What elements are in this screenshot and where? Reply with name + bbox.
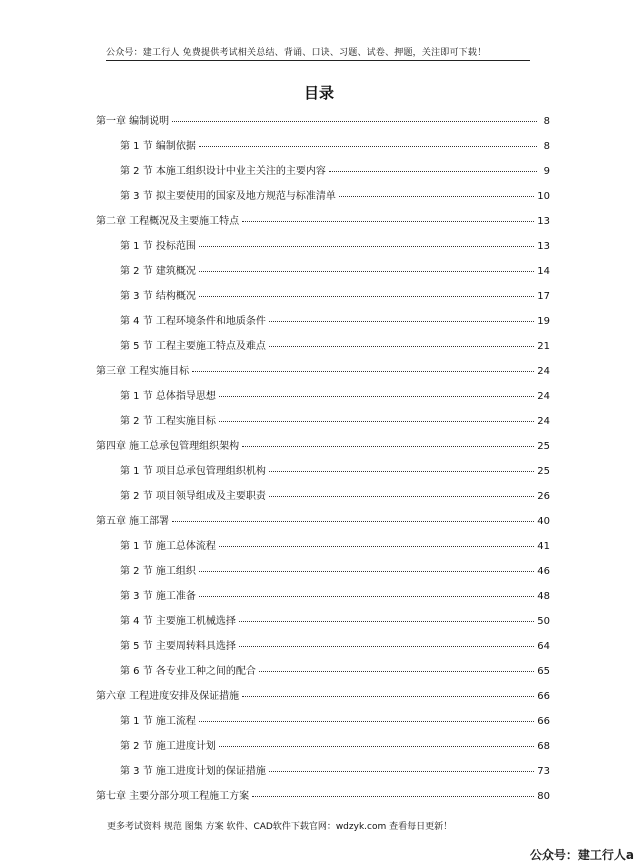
toc-entry-label: 第 2 节 施工组织 — [120, 566, 196, 577]
toc-entry-page-number: 8 — [543, 116, 550, 127]
dot-leader — [339, 195, 534, 197]
toc-entry-section[interactable] — [120, 262, 550, 282]
toc-entry-label: 第 1 节 总体指导思想 — [120, 391, 216, 402]
toc-entry-section[interactable] — [120, 612, 550, 632]
dot-leader — [199, 595, 534, 597]
toc-entry-label: 第 2 节 工程实施目标 — [120, 416, 216, 427]
toc-entry-chapter[interactable] — [96, 687, 550, 707]
toc-entry-page-number: 14 — [537, 266, 550, 277]
dot-leader — [199, 145, 537, 147]
toc-entry-label: 第 6 节 各专业工种之间的配合 — [120, 666, 256, 677]
toc-entry-section[interactable] — [120, 412, 550, 432]
page-title: 目录 — [303, 84, 334, 102]
toc-entry-page-number: 13 — [537, 216, 550, 227]
watermark-text: 公众号：建工行人a — [529, 848, 634, 862]
toc-entry-page-number: 41 — [537, 541, 550, 552]
toc-entry-page-number: 17 — [537, 291, 550, 302]
toc-entry-chapter[interactable] — [96, 787, 550, 807]
dot-leader — [239, 620, 534, 622]
toc-entry-page-number: 24 — [537, 391, 550, 402]
toc-entry-label: 第 5 节 主要周转料具选择 — [120, 641, 236, 652]
toc-entry-label: 第 3 节 施工准备 — [120, 591, 196, 602]
toc-entry-section[interactable] — [120, 562, 550, 582]
toc-entry-label: 第七章 主要分部分项工程施工方案 — [96, 791, 250, 802]
dot-leader — [242, 695, 534, 697]
toc-entry-section[interactable] — [120, 662, 550, 682]
toc-entry-label: 第五章 施工部署 — [96, 516, 170, 527]
dot-leader — [329, 170, 537, 172]
toc-entry-section[interactable] — [120, 737, 550, 757]
toc-entry-section[interactable] — [120, 537, 550, 557]
dot-leader — [242, 220, 534, 222]
toc-entry-chapter[interactable] — [96, 512, 550, 532]
toc-entry-section[interactable] — [120, 487, 550, 507]
dot-leader — [219, 545, 534, 547]
toc-entry-section[interactable] — [120, 587, 550, 607]
toc-entry-page-number: 26 — [537, 491, 550, 502]
toc-entry-chapter[interactable] — [96, 437, 550, 457]
dot-leader — [172, 120, 537, 122]
dot-leader — [252, 795, 534, 797]
toc-entry-section[interactable] — [120, 762, 550, 782]
dot-leader — [259, 670, 534, 672]
toc-entry-page-number: 40 — [537, 516, 550, 527]
toc-entry-label: 第 4 节 工程环境条件和地质条件 — [120, 316, 266, 327]
dot-leader — [199, 570, 534, 572]
toc-entry-section[interactable] — [120, 137, 550, 157]
toc-entry-page-number: 68 — [537, 741, 550, 752]
toc-entry-label: 第四章 施工总承包管理组织架构 — [96, 441, 240, 452]
toc-entry-label: 第 3 节 拟主要使用的国家及地方规范与标准清单 — [120, 191, 336, 202]
toc-entry-label: 第 4 节 主要施工机械选择 — [120, 616, 236, 627]
toc-entry-label: 第 1 节 编制依据 — [120, 141, 196, 152]
toc-entry-page-number: 80 — [537, 791, 550, 802]
dot-leader — [269, 495, 534, 497]
toc-entry-section[interactable] — [120, 637, 550, 657]
toc-entry-section[interactable] — [120, 162, 550, 182]
toc-entry-label: 第一章 编制说明 — [96, 116, 170, 127]
toc-entry-label: 第六章 工程进度安排及保证措施 — [96, 691, 240, 702]
toc-entry-page-number: 66 — [537, 691, 550, 702]
dot-leader — [269, 320, 534, 322]
toc-entry-label: 第 3 节 施工进度计划的保证措施 — [120, 766, 266, 777]
dot-leader — [269, 770, 534, 772]
toc-entry-label: 第 1 节 项目总承包管理组织机构 — [120, 466, 266, 477]
toc-entry-label: 第二章 工程概况及主要施工特点 — [96, 216, 240, 227]
toc-entry-chapter[interactable] — [96, 212, 550, 232]
toc-entry-page-number: 19 — [537, 316, 550, 327]
dot-leader — [269, 345, 534, 347]
dot-leader — [219, 420, 534, 422]
toc-entry-label: 第 3 节 结构概况 — [120, 291, 196, 302]
toc-entry-page-number: 73 — [537, 766, 550, 777]
dot-leader — [219, 745, 534, 747]
toc-entry-section[interactable] — [120, 237, 550, 257]
toc-entry-chapter[interactable] — [96, 362, 550, 382]
toc-entry-page-number: 64 — [537, 641, 550, 652]
toc-entry-label: 第三章 工程实施目标 — [96, 366, 190, 377]
page-footer: 更多考试资料 规范 图集 方案 软件、CAD软件下载官网：wdzyk.com 查看每日更新！ — [107, 822, 453, 832]
toc-entry-label: 第 1 节 施工流程 — [120, 716, 196, 727]
toc-entry-label: 第 1 节 施工总体流程 — [120, 541, 216, 552]
toc-entry-section[interactable] — [120, 287, 550, 307]
toc-entry-page-number: 24 — [537, 416, 550, 427]
toc-entry-page-number: 65 — [537, 666, 550, 677]
dot-leader — [199, 245, 534, 247]
toc-entry-label: 第 2 节 施工进度计划 — [120, 741, 216, 752]
toc-entry-page-number: 48 — [537, 591, 550, 602]
toc-entry-section[interactable] — [120, 712, 550, 732]
toc-entry-page-number: 10 — [537, 191, 550, 202]
dot-leader — [172, 520, 534, 522]
toc-entry-label: 第 1 节 投标范围 — [120, 241, 196, 252]
dot-leader — [269, 470, 534, 472]
dot-leader — [242, 445, 534, 447]
dot-leader — [239, 645, 534, 647]
toc-entry-chapter[interactable] — [96, 112, 550, 132]
toc-entry-page-number: 21 — [537, 341, 550, 352]
toc-entry-label: 第 2 节 本施工组织设计中业主关注的主要内容 — [120, 166, 326, 177]
toc-entry-page-number: 25 — [537, 441, 550, 452]
page-header: 公众号：建工行人 免费提供考试相关总结、背诵、口诀、习题、试卷、押题，关注即可下载！ — [106, 45, 530, 61]
dot-leader — [219, 395, 534, 397]
dot-leader — [199, 270, 534, 272]
toc-entry-section[interactable] — [120, 462, 550, 482]
toc-entry-section[interactable] — [120, 187, 550, 207]
toc-entry-page-number: 13 — [537, 241, 550, 252]
dot-leader — [199, 295, 534, 297]
toc-entry-page-number: 46 — [537, 566, 550, 577]
toc-entry-page-number: 8 — [543, 141, 550, 152]
toc-entry-section[interactable] — [120, 337, 550, 357]
toc-entry-page-number: 25 — [537, 466, 550, 477]
toc-entry-page-number: 9 — [543, 166, 550, 177]
toc-entry-label: 第 5 节 工程主要施工特点及难点 — [120, 341, 266, 352]
toc-entry-section[interactable] — [120, 387, 550, 407]
toc-entry-label: 第 2 节 项目领导组成及主要职责 — [120, 491, 266, 502]
toc-entry-label: 第 2 节 建筑概况 — [120, 266, 196, 277]
toc-entry-section[interactable] — [120, 312, 550, 332]
dot-leader — [199, 720, 534, 722]
toc-entry-page-number: 24 — [537, 366, 550, 377]
dot-leader — [192, 370, 534, 372]
toc-entry-page-number: 50 — [537, 616, 550, 627]
toc-entry-page-number: 66 — [537, 716, 550, 727]
